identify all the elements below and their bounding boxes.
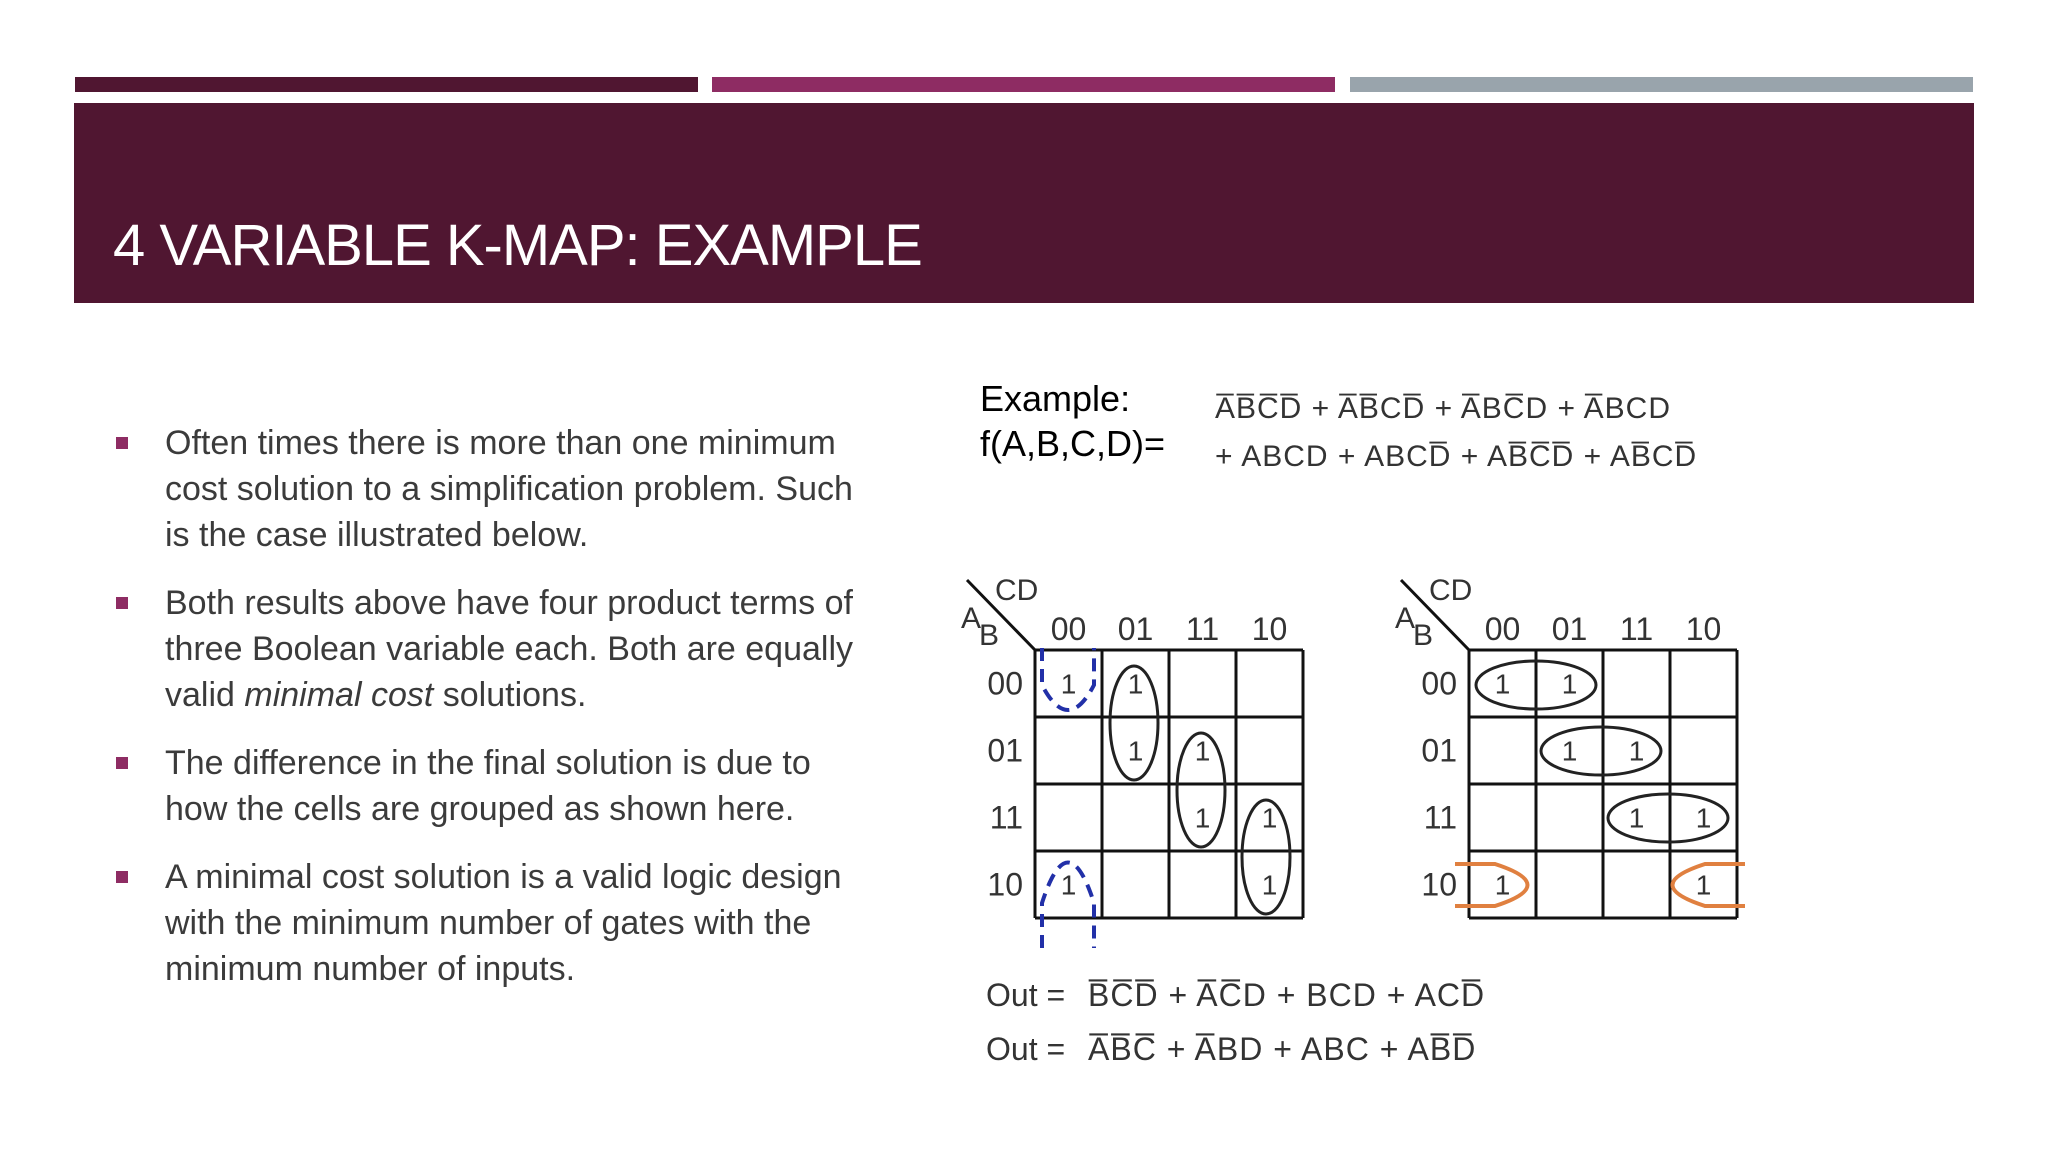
bullet-text-pre: Both results above have four product terms of three Boolean variable each. Both are equally valid <box>165 584 854 714</box>
row-label: 01 <box>987 732 1023 769</box>
kmap-cell-value: 1 <box>1561 735 1578 767</box>
b-label: B <box>1413 619 1434 652</box>
kmap-cell-value: 1 <box>1261 869 1278 901</box>
kmap-cell-value: 1 <box>1060 668 1077 700</box>
cd-label: CD <box>1429 574 1473 607</box>
kmap-cell-value: 1 <box>1628 735 1645 767</box>
row-label: 10 <box>1421 866 1457 903</box>
slide-title: 4 VARIABLE K-MAP: EXAMPLE <box>113 213 922 278</box>
out-label-2: Out = <box>986 1031 1066 1067</box>
example-label-line1: Example: <box>980 378 1131 419</box>
row-label: 00 <box>987 665 1023 702</box>
function-expression-line1: A̅B̅C̅D̅ + A̅B̅CD̅ + A̅BC̅D + A̅BCD <box>1215 392 1672 425</box>
bullet-list <box>112 420 872 1014</box>
out-label-1: Out = <box>986 977 1066 1013</box>
function-expression-line2: + ABCD + ABCD̅ + AB̅C̅D̅ + AB̅CD̅ <box>1215 440 1698 473</box>
square-bullet-icon <box>116 597 128 609</box>
row-label: 11 <box>1423 799 1457 836</box>
bullet-item <box>112 740 872 832</box>
accent-bar-gray <box>1350 77 1973 92</box>
example-label-line2: f(A,B,C,D)= <box>980 423 1166 464</box>
accent-bar-magenta <box>712 77 1335 92</box>
kmap-cell-value: 1 <box>1695 802 1712 834</box>
bullet-item <box>112 420 872 558</box>
col-label: 10 <box>1251 611 1288 647</box>
accent-bar-dark <box>75 77 698 92</box>
kmap-cell-value: 1 <box>1060 869 1077 901</box>
a-label: A <box>961 602 982 635</box>
bullet-text-post: solutions. <box>433 676 587 714</box>
kmap-cell-value: 1 <box>1494 668 1511 700</box>
group-wrap-left <box>1455 864 1528 906</box>
square-bullet-icon <box>116 437 128 449</box>
solution-expression-1: B̅C̅D̅ + A̅C̅D + BCD + ACD̅ <box>1088 977 1486 1013</box>
bullet-text: A minimal cost solution is a valid logic design with the minimum number of gates with the minimum number of inputs. <box>165 858 842 988</box>
cd-label: CD <box>995 574 1039 607</box>
col-label: 00 <box>1050 611 1087 647</box>
bullet-item <box>112 580 872 718</box>
bullet-text: The difference in the final solution is due to how the cells are grouped as shown here. <box>165 744 811 828</box>
solution-expression-2: A̅B̅C̅ + A̅BD + ABC + AB̅D̅ <box>1088 1031 1477 1067</box>
col-label: 11 <box>1619 611 1654 647</box>
kmap-figure <box>950 300 1990 1100</box>
row-label: 00 <box>1421 665 1457 702</box>
kmap-cell-value: 1 <box>1561 668 1578 700</box>
bullet-text: Often times there is more than one minimum cost solution to a simplification problem. Such is the case illustrated below. <box>165 424 853 554</box>
kmap-cell-value: 1 <box>1494 869 1511 901</box>
kmap-cell-value: 1 <box>1695 869 1712 901</box>
kmap-cell-value: 1 <box>1261 802 1278 834</box>
col-label: 01 <box>1551 611 1588 647</box>
square-bullet-icon <box>116 757 128 769</box>
col-label: 01 <box>1117 611 1154 647</box>
kmap-cell-value: 1 <box>1127 668 1144 700</box>
kmap-cell-value: 1 <box>1194 802 1211 834</box>
col-label: 11 <box>1185 611 1220 647</box>
col-label: 00 <box>1484 611 1521 647</box>
row-label: 11 <box>989 799 1023 836</box>
col-label: 10 <box>1685 611 1722 647</box>
a-label: A <box>1395 602 1416 635</box>
row-label: 01 <box>1421 732 1457 769</box>
kmap-cell-value: 1 <box>1628 802 1645 834</box>
square-bullet-icon <box>116 871 128 883</box>
row-label: 10 <box>987 866 1023 903</box>
kmap-right <box>1395 574 1737 918</box>
kmap-left <box>961 574 1303 918</box>
kmap-cell-value: 1 <box>1127 735 1144 767</box>
b-label: B <box>979 619 1000 652</box>
bullet-item <box>112 854 872 992</box>
bullet-text-italic: minimal cost <box>244 676 434 714</box>
kmap-cell-value: 1 <box>1194 735 1211 767</box>
